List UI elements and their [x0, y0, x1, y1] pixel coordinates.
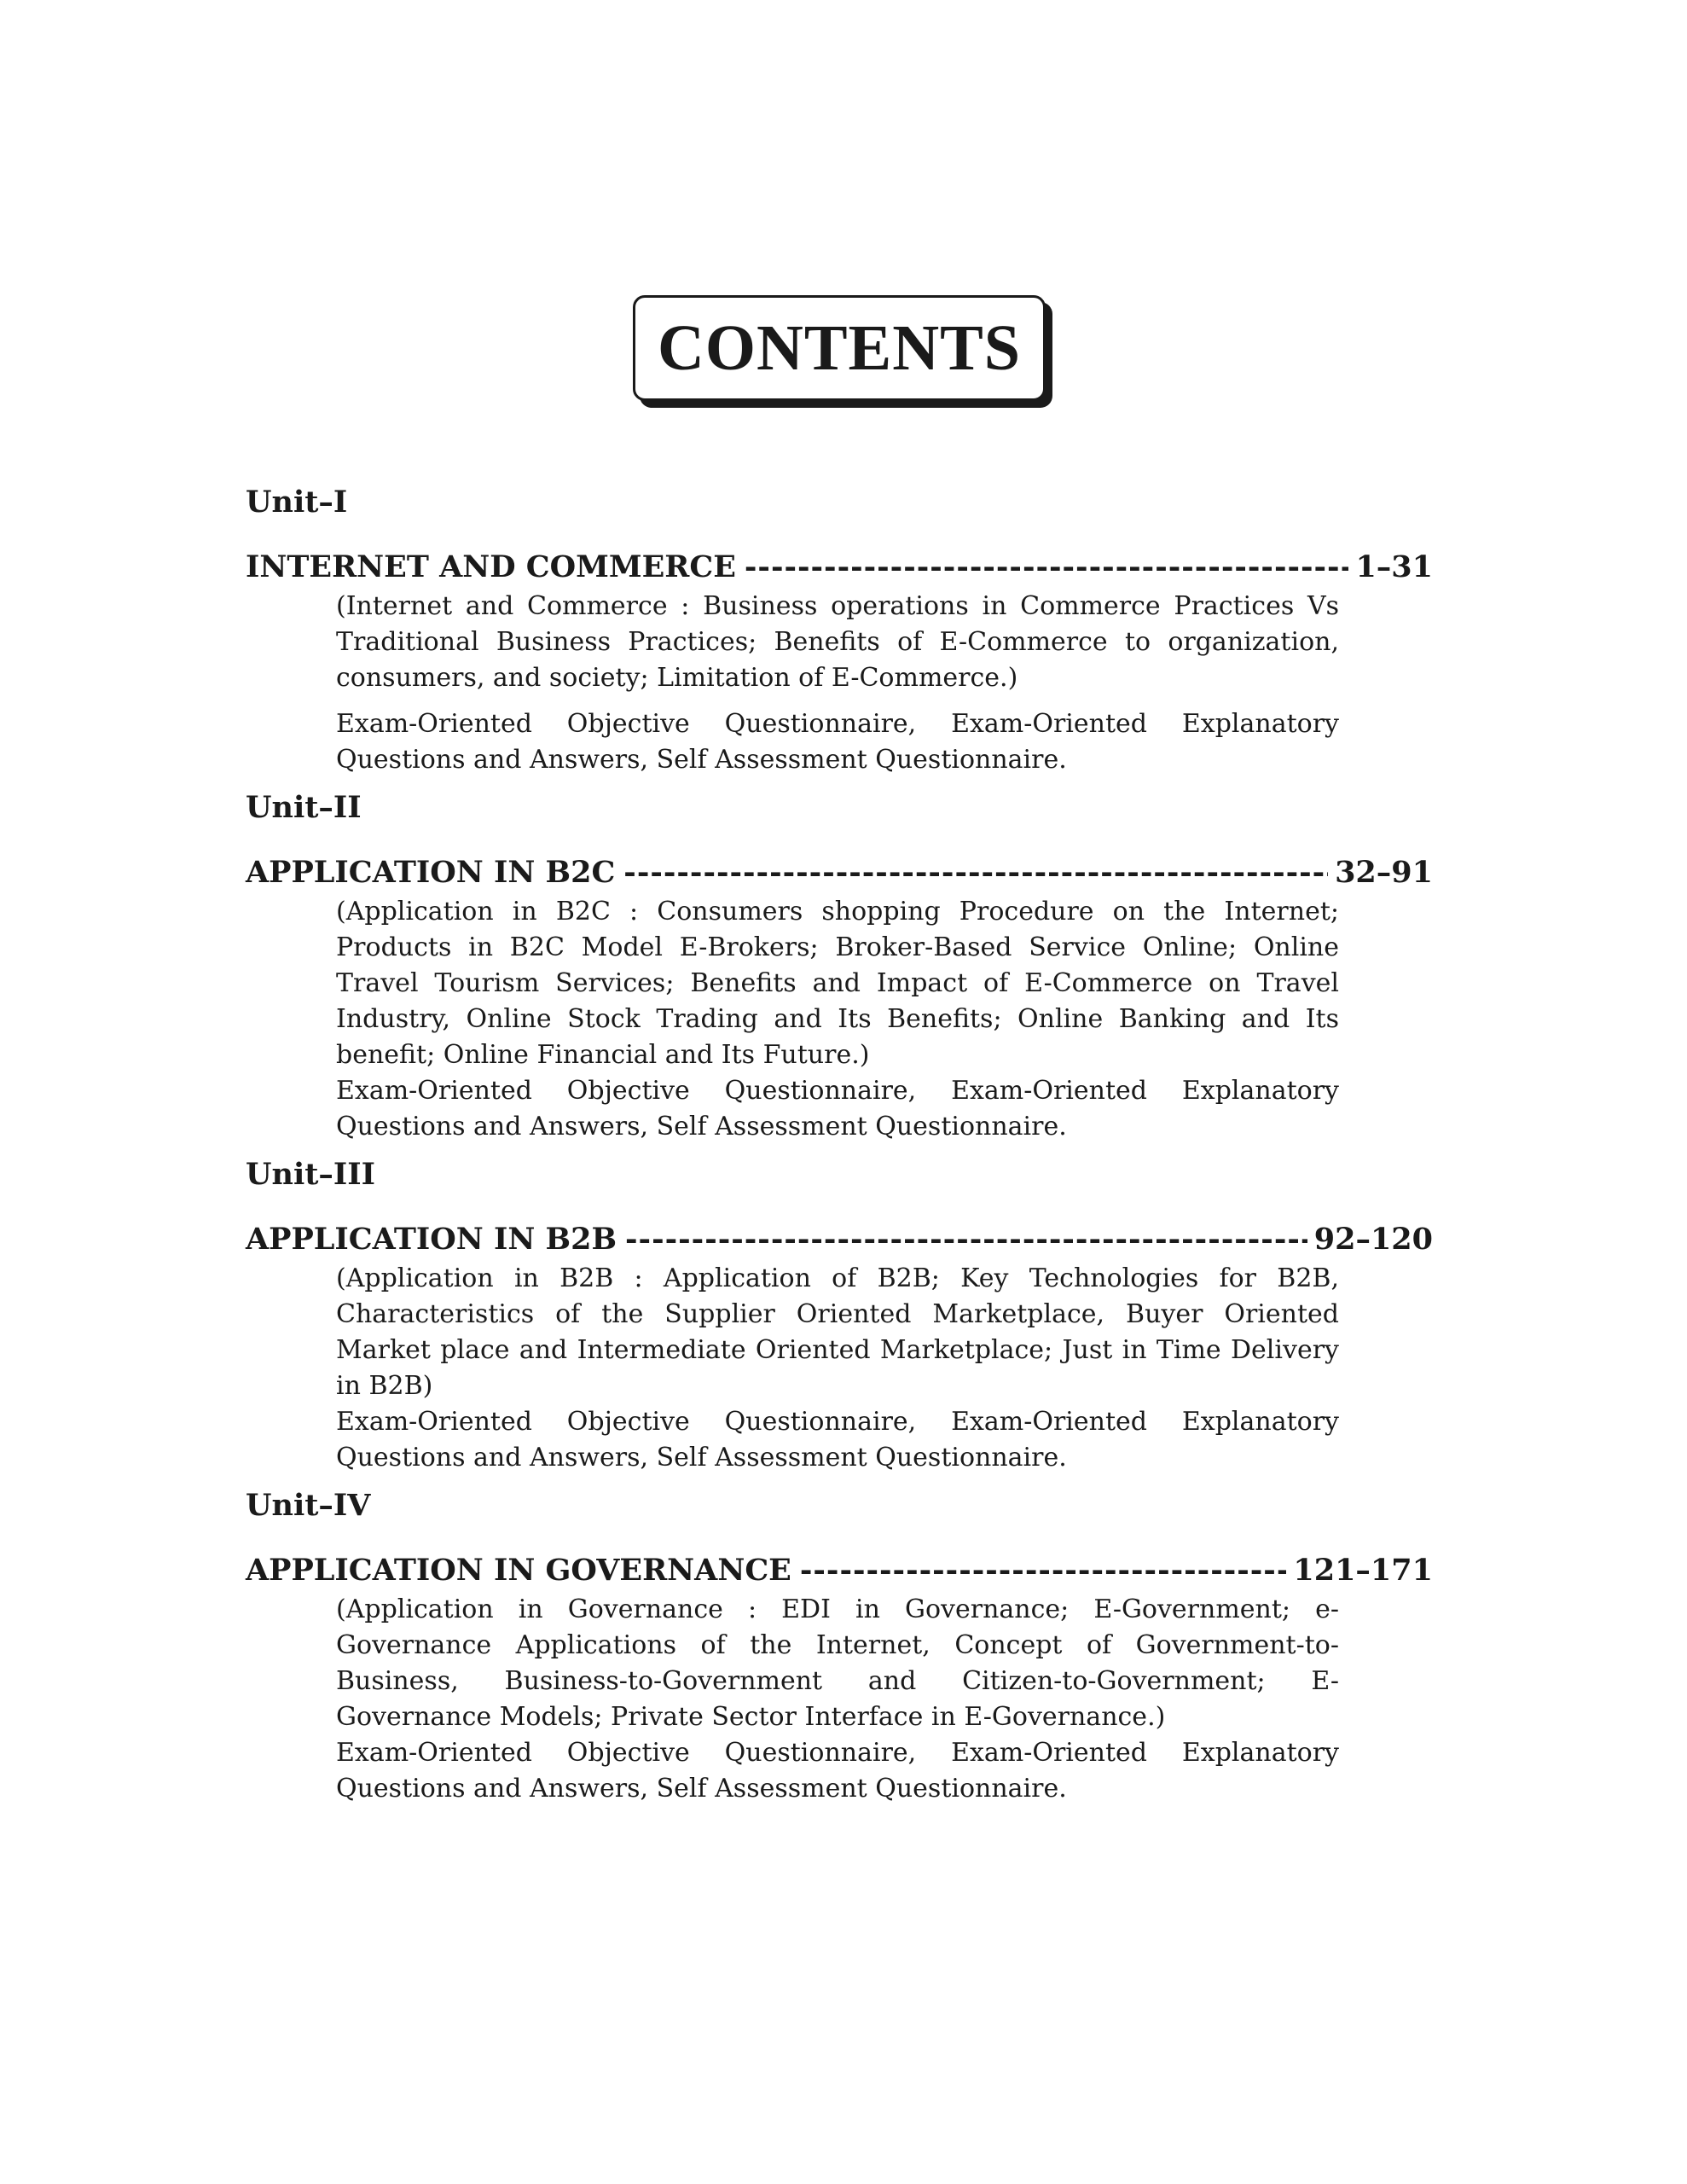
entry-title: APPLICATION IN GOVERNANCE: [246, 1553, 791, 1588]
entry-title: APPLICATION IN B2B: [246, 1222, 617, 1257]
dotted-leader: [625, 1218, 1307, 1261]
toc-entry-application-in-b2b[interactable]: [246, 1218, 1433, 1261]
entry-exercises: Exam-Oriented Objective Questionnaire, Exam-Oriented Explanatory Questions and Answers, Self Assessment Questionnaire.: [336, 1407, 1339, 1472]
page-range: 92–120: [1313, 1222, 1433, 1257]
entry-title: APPLICATION IN B2C: [246, 855, 616, 890]
unit-label: Unit–III: [246, 1157, 376, 1192]
entry-title: INTERNET AND COMMERCE: [246, 549, 736, 584]
unit-label: Unit–I: [246, 485, 348, 520]
entry-description: (Internet and Commerce : Business operations in Commerce Practices Vs Traditional Business Practices; Benefits of E-Commerce to organization, consumers, and society; Limitation of E-Commerce.): [336, 591, 1339, 693]
page-range: 1–31: [1355, 549, 1433, 584]
page-range: 32–91: [1335, 855, 1433, 890]
unit-label: Unit–IV: [246, 1488, 371, 1523]
contents-heading-frame: [633, 295, 1046, 401]
table-of-contents: [246, 468, 1433, 1807]
dotted-leader: [745, 546, 1349, 589]
page-range: 121–171: [1293, 1553, 1433, 1588]
toc-entry-application-in-governance[interactable]: [246, 1549, 1433, 1592]
dotted-leader: [800, 1549, 1287, 1592]
entry-description: (Application in B2C : Consumers shopping Procedure on the Internet; Products in B2C Model E-Brokers; Broker-Based Service Online; Online Travel Tourism Services; Benefits and Impact of E-Commerce on Travel Industry, Online Stock Trading and Its Benefits; Online Banking and Its benefit; Online Financial and Its Future.): [336, 897, 1339, 1070]
entry-exercises: Exam-Oriented Objective Questionnaire, Exam-Oriented Explanatory Questions and Answers, Self Assessment Questionnaire.: [336, 1738, 1339, 1804]
entry-description: (Application in B2B : Application of B2B; Key Technologies for B2B, Characteristics of the Supplier Oriented Marketplace, Buyer Oriented Market place and Intermediate Oriented Marketplace; Just in Time Delivery in B2B): [336, 1263, 1339, 1401]
toc-entry-internet-and-commerce[interactable]: [246, 546, 1433, 589]
dotted-leader: [623, 851, 1328, 894]
unit-label: Unit–II: [246, 790, 362, 825]
entry-exercises: Exam-Oriented Objective Questionnaire, Exam-Oriented Explanatory Questions and Answers, Self Assessment Questionnaire.: [336, 1076, 1339, 1141]
toc-entry-application-in-b2c[interactable]: [246, 851, 1433, 894]
page-title: CONTENTS: [657, 311, 1022, 384]
heading-box: [633, 295, 1046, 401]
entry-description: (Application in Governance : EDI in Governance; E-Government; e-Governance Applications of the Internet, Concept of Government-to-Business, Business-to-Government and Citizen-to-Government; E-Governance Models; Private Sector Interface in E-Governance.): [336, 1594, 1339, 1732]
entry-exercises: Exam-Oriented Objective Questionnaire, Exam-Oriented Explanatory Questions and Answers, Self Assessment Questionnaire.: [336, 709, 1339, 775]
